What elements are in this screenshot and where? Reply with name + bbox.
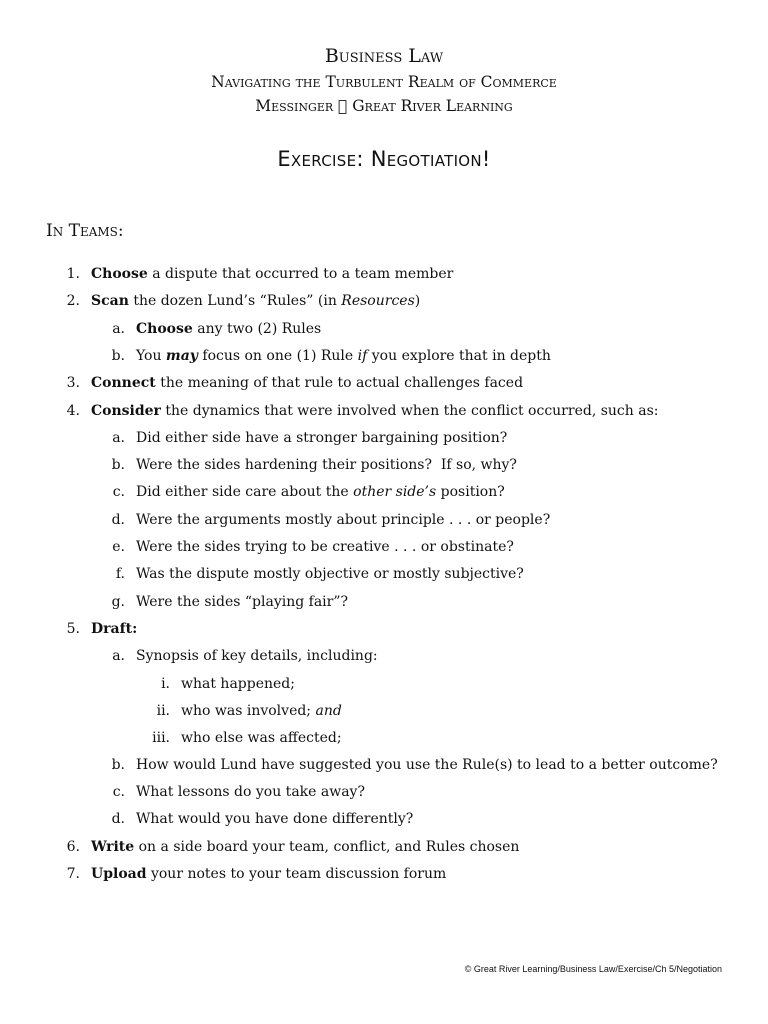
list-emphasis: may (165, 348, 198, 364)
list-text: Did either side care about the (136, 484, 354, 500)
list-emphasis: Resources (341, 293, 415, 309)
list-item (0, 783, 768, 801)
list-item (0, 756, 768, 774)
list-roman: i. (161, 676, 170, 692)
list-item (0, 675, 768, 693)
list-text: You (136, 348, 166, 364)
list-keyword: Scan (91, 293, 129, 309)
list-item (0, 729, 768, 747)
list-text: who else was affected; (181, 730, 342, 746)
list-letter: b. (111, 348, 125, 364)
list-number: 6. (66, 839, 80, 855)
list-letter: a. (112, 321, 125, 337)
list-text: Synopsis of key details, including: (136, 648, 378, 664)
list-number: 4. (66, 403, 80, 419)
list-text: Did either side have a stronger bargaining position? (136, 430, 508, 446)
list-text: Were the sides hardening their positions? If so, why? (136, 457, 517, 473)
list-keyword: Consider (91, 403, 161, 419)
list-emphasis: if (357, 348, 368, 364)
list-letter: c. (112, 784, 125, 800)
list-keyword: Upload (91, 866, 147, 882)
list-roman: iii. (152, 730, 170, 746)
list-item (0, 565, 768, 583)
author-line: Messinger Great River Learning (262, 97, 506, 115)
list-emphasis: and (315, 703, 342, 719)
list-item (0, 838, 768, 856)
list-item (0, 620, 768, 638)
document-title: Business Law (324, 45, 444, 67)
list-text: who was involved; (181, 703, 316, 719)
list-text: you explore that in depth (367, 348, 551, 364)
list-text: a dispute that occurred to a team member (147, 266, 454, 282)
list-letter: b. (111, 757, 125, 773)
list-item (0, 593, 768, 611)
list-letter: g. (111, 594, 125, 610)
exercise-title: Exercise: Negotiation! (277, 147, 491, 171)
list-item (0, 429, 768, 447)
list-text: any two (2) Rules (192, 321, 322, 337)
list-letter: a. (112, 430, 125, 446)
list-text: Were the sides “playing fair”? (136, 594, 349, 610)
list-item (0, 374, 768, 392)
list-item (0, 511, 768, 529)
list-keyword: Draft: (91, 621, 138, 637)
list-text: the dozen Lund’s “Rules” (in (128, 293, 342, 309)
list-text: the dynamics that were involved when the conflict occurred, such as: (160, 403, 659, 419)
list-text: the meaning of that rule to actual challenges faced (155, 375, 524, 391)
list-text: Were the sides trying to be creative . . . or obstinate? (136, 539, 514, 555)
list-number: 3. (66, 375, 80, 391)
list-number: 7. (66, 866, 80, 882)
list-letter: a. (112, 648, 125, 664)
list-keyword: Connect (91, 375, 156, 391)
list-item (0, 265, 768, 283)
list-text: your notes to your team discussion forum (146, 866, 447, 882)
list-text: ) (414, 293, 421, 309)
list-letter: f. (115, 566, 125, 582)
list-letter: d. (111, 512, 125, 528)
list-text: what happened; (181, 676, 295, 692)
list-item (0, 402, 768, 420)
footer-copyright: © Great River Learning/Business Law/Exercise/Ch 5/Negotiation (464, 964, 722, 974)
list-keyword: Choose (91, 266, 148, 282)
list-text: focus on one (1) Rule (197, 348, 358, 364)
list-text: How would Lund have suggested you use the Rule(s) to lead to a better outcome? (136, 757, 718, 773)
list-roman: ii. (156, 703, 170, 719)
list-letter: e. (112, 539, 125, 555)
list-letter: b. (111, 457, 125, 473)
list-number: 5. (66, 621, 80, 637)
list-number: 1. (66, 266, 80, 282)
list-item (0, 483, 768, 501)
list-letter: c. (112, 484, 125, 500)
list-text: Was the dispute mostly objective or mostly subjective? (136, 566, 524, 582)
list-keyword: Write (91, 839, 135, 855)
list-item (0, 865, 768, 883)
list-emphasis: other side’s (353, 484, 437, 500)
document-subtitle: Navigating the Turbulent Realm of Commerce (211, 73, 557, 91)
list-text: position? (436, 484, 505, 500)
list-item (0, 702, 768, 720)
list-item (0, 292, 768, 310)
list-item (0, 456, 768, 474)
list-number: 2. (66, 293, 80, 309)
list-item (0, 320, 768, 338)
list-text: What would you have done differently? (136, 811, 414, 827)
list-text: on a side board your team, conflict, and Rules chosen (134, 839, 520, 855)
list-keyword: Choose (136, 321, 193, 337)
list-item (0, 538, 768, 556)
section-heading: In Teams: (46, 221, 124, 241)
list-item (0, 347, 768, 365)
list-letter: d. (111, 811, 125, 827)
list-item (0, 810, 768, 828)
list-item (0, 647, 768, 665)
list-text: Were the arguments mostly about principle . . . or people? (136, 512, 551, 528)
list-text: What lessons do you take away? (136, 784, 365, 800)
